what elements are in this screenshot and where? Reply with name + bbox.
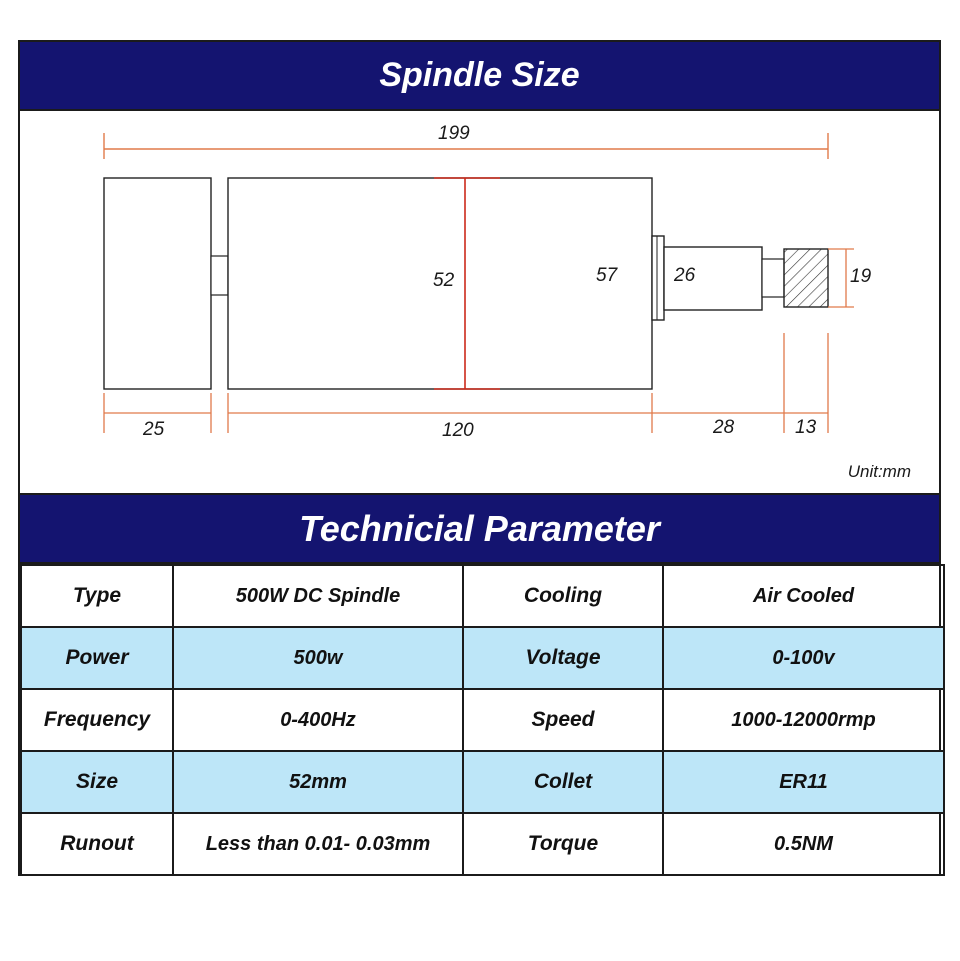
parameters-table <box>20 564 945 876</box>
param-label: Size <box>21 751 173 813</box>
dimension-neck-length: 28 <box>713 417 735 438</box>
rear-cap <box>104 178 211 389</box>
param-value: 0.5NM <box>663 813 944 875</box>
dimension-rear-cap-length: 25 <box>143 419 165 440</box>
dimension-overall-length: 199 <box>438 123 470 144</box>
table-row <box>21 565 944 627</box>
param-label: Torque <box>463 813 663 875</box>
param-value: 0-400Hz <box>173 689 463 751</box>
collet-shaft <box>762 259 784 297</box>
spindle-drawing <box>20 111 939 493</box>
param-label: Voltage <box>463 627 663 689</box>
rear-connector <box>211 256 228 295</box>
unit-label: Unit:mm <box>847 462 911 481</box>
front-flange <box>652 236 664 320</box>
table-row <box>21 813 944 875</box>
collet-nut <box>784 249 828 307</box>
param-label: Power <box>21 627 173 689</box>
param-label: Frequency <box>21 689 173 751</box>
param-value: 52mm <box>173 751 463 813</box>
spindle-size-title: Spindle Size <box>20 42 939 111</box>
dimension-body-diameter-inner: 52 <box>433 270 455 291</box>
param-value: 0-100v <box>663 627 944 689</box>
param-label: Speed <box>463 689 663 751</box>
dimension-body-length: 120 <box>442 420 474 441</box>
param-label: Collet <box>463 751 663 813</box>
table-row <box>21 627 944 689</box>
param-label: Cooling <box>463 565 663 627</box>
table-row <box>21 689 944 751</box>
param-value: Air Cooled <box>663 565 944 627</box>
param-label: Type <box>21 565 173 627</box>
dimension-body-diameter-outer: 57 <box>596 265 618 286</box>
param-value: ER11 <box>663 751 944 813</box>
param-value: Less than 0.01- 0.03mm <box>173 813 463 875</box>
dimension-collet-diameter: 19 <box>850 266 872 287</box>
dimension-collet-length: 13 <box>795 417 817 438</box>
table-row <box>21 751 944 813</box>
param-value: 500W DC Spindle <box>173 565 463 627</box>
param-value: 500w <box>173 627 463 689</box>
param-label: Runout <box>21 813 173 875</box>
dimension-neck-diameter: 26 <box>674 265 696 286</box>
spec-sheet <box>18 40 941 876</box>
parameters-title: Technicial Parameter <box>20 493 939 564</box>
param-value: 1000-12000rmp <box>663 689 944 751</box>
